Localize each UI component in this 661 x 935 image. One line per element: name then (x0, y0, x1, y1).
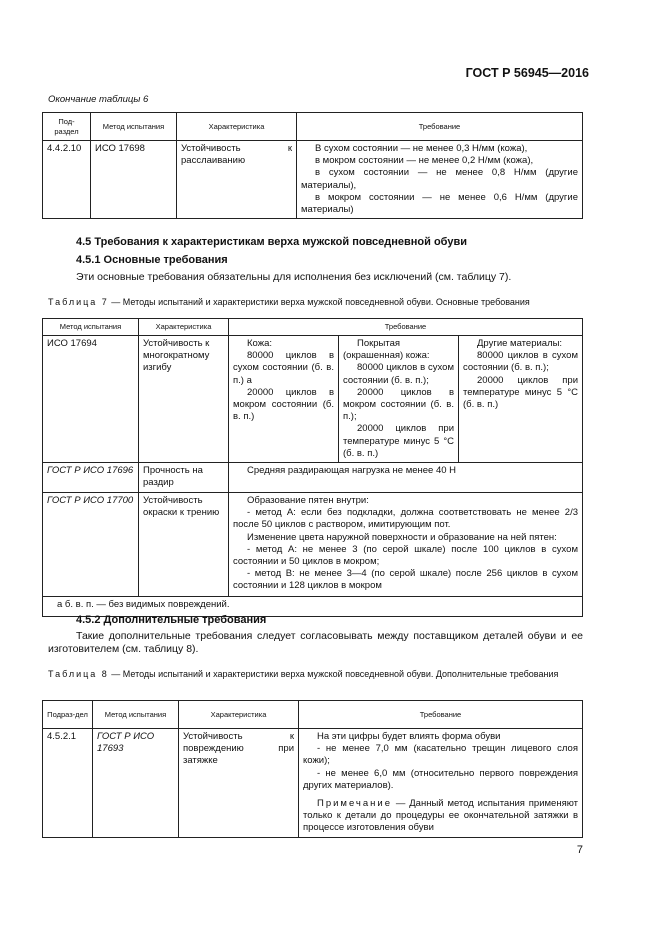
table6-cell-requirement (297, 141, 583, 219)
note-label: Примечание (317, 798, 392, 810)
req-line: 80000 циклов в сухом состоянии (б. в. п.); (463, 350, 578, 374)
section-4-5-1-title: 4.5.1 Основные требования (76, 254, 228, 266)
req-line: В сухом состоянии — не менее 0,3 Н/мм (кожа), (315, 143, 528, 154)
section-4-5-2-title: 4.5.2 Дополнительные требования (76, 614, 267, 626)
req-line: в сухом состоянии — не менее 0,8 Н/мм (другие материалы), (301, 167, 578, 191)
note-text: — Данный метод испытания применяют только к детали до процедуры ее окончательной затяжки в процессе изготовления обуви (303, 798, 578, 834)
page-number: 7 (576, 844, 583, 856)
req-line: в мокром состоянии — не менее 0,6 Н/мм (другие материалы) (301, 191, 578, 216)
req-line: Покрытая (окрашенная) кожа: (343, 338, 430, 362)
table8-header-characteristic: Характеристика (179, 701, 299, 729)
table8-caption (48, 668, 583, 680)
table6-cell-characteristic: Устойчивость к расслаиванию (177, 141, 297, 219)
table7-header-characteristic: Характеристика (139, 319, 229, 336)
table7-header-method: Метод испытания (43, 319, 139, 336)
table7-r2-requirement: Средняя раздирающая нагрузка не менее 40 Н (229, 463, 583, 493)
table8-header-requirement: Требование (299, 701, 583, 729)
req-line: На эти цифры будет влиять форма обуви (317, 731, 501, 742)
table6 (42, 112, 583, 219)
table8-header-subsection: Подраз-дел (43, 701, 93, 729)
table7-r3-method: ГОСТ Р ИСО 17700 (43, 493, 139, 597)
table7-footnote: а б. в. п. — без видимых повреждений. (43, 597, 583, 617)
section-4-5-2-paragraph: Такие дополнительные требования следует согласовывать между поставщиком деталей обуви и ее изготовителем (см. таблицу 8). (48, 630, 583, 655)
table8-note (303, 798, 578, 835)
table7-r3-characteristic: Устойчивость окраски к трению (139, 493, 229, 597)
section-4-5-title: 4.5 Требования к характеристикам верха мужской повседневной обуви (76, 236, 467, 248)
req-line: - не менее 6,0 мм (относительно первого повреждения других материалов). (303, 767, 578, 791)
req-line: 20000 циклов при температуре минус 5 °С (б. в. п.) (343, 423, 454, 459)
table7-caption (48, 297, 608, 307)
table7-header-requirement: Требование (229, 319, 583, 336)
table8 (42, 700, 583, 838)
table6-header-requirement: Требование (297, 113, 583, 141)
table8-cell-requirement (299, 729, 583, 838)
table8-cell-characteristic: Устойчивость к повреждению при затяжке (179, 729, 299, 838)
req-line: в мокром состоянии — не менее 0,2 Н/мм (кожа), (315, 155, 534, 167)
table7-caption-text: — Методы испытаний и характеристики верха мужской повседневной обуви. Основные требования (108, 297, 530, 307)
req-line: Кожа: (247, 338, 272, 349)
req-line: 20000 циклов в мокром состоянии (б. в. п.); (343, 386, 454, 423)
table8-caption-label: Таблица 8 (48, 669, 109, 679)
req-line: Изменение цвета наружной поверхности и образование на ней пятен: (247, 531, 557, 543)
req-line: - метод А: не менее 3 (по серой шкале) после 100 циклов в сухом состоянии и 50 циклов в мокром; (233, 543, 578, 568)
table7-r1-method: ИСО 17694 (43, 336, 139, 463)
table6-caption: Окончание таблицы 6 (48, 94, 149, 105)
table8-caption-text: — Методы испытаний и характеристики верха мужской повседневной обуви. Дополнительные требования (108, 669, 559, 679)
table7-r1-col-a (229, 336, 339, 463)
table7-r1-col-b (339, 336, 459, 463)
req-line: 20000 циклов при температуре минус 5 °С (б. в. п.) (463, 374, 578, 411)
table7-r1-characteristic: Устойчивость к многократному изгибу (139, 336, 229, 463)
table6-cell-method: ИСО 17698 (91, 141, 177, 219)
table7-r3-requirement (229, 493, 583, 597)
table6-header-characteristic: Характеристика (177, 113, 297, 141)
req-line: 80000 циклов в сухом состоянии (б. в. п.) а (233, 350, 334, 386)
table8-header-method: Метод испытания (93, 701, 179, 729)
document-header: ГОСТ Р 56945—2016 (465, 66, 589, 80)
req-line: Другие материалы: (477, 338, 563, 349)
req-line: - метод А: если без подкладки, должна соответствовать не менее 2/3 после 50 циклов с раствором, имитирующим пот. (233, 507, 578, 531)
table7-caption-label: Таблица 7 (48, 297, 109, 307)
req-line: - не менее 7,0 мм (касательно трещин лицевого слоя кожи); (303, 743, 578, 767)
table6-header-subsection: Под-раздел (43, 113, 91, 141)
table7 (42, 318, 583, 617)
req-line: Образование пятен внутри: (247, 495, 369, 507)
table6-cell-subsection: 4.4.2.10 (43, 141, 91, 219)
table7-r1-col-c (459, 336, 583, 463)
table6-header-method: Метод испытания (91, 113, 177, 141)
section-4-5-1-paragraph: Эти основные требования обязательны для исполнения без исключений (см. таблицу 7). (76, 271, 512, 283)
table8-cell-method: ГОСТ Р ИСО 17693 (93, 729, 179, 838)
req-line: 20000 циклов в мокром состоянии (б. в. п.) (233, 386, 334, 423)
table8-cell-subsection: 4.5.2.1 (43, 729, 93, 838)
req-line: 80000 циклов в сухом состоянии (б. в. п.); (343, 362, 454, 386)
table7-r2-method: ГОСТ Р ИСО 17696 (43, 463, 139, 493)
table7-r2-characteristic: Прочность на раздир (139, 463, 229, 493)
req-line: - метод В: не менее 3—4 (по серой шкале) после 256 циклов в сухом состоянии и 128 циклов в мокром (233, 568, 578, 592)
